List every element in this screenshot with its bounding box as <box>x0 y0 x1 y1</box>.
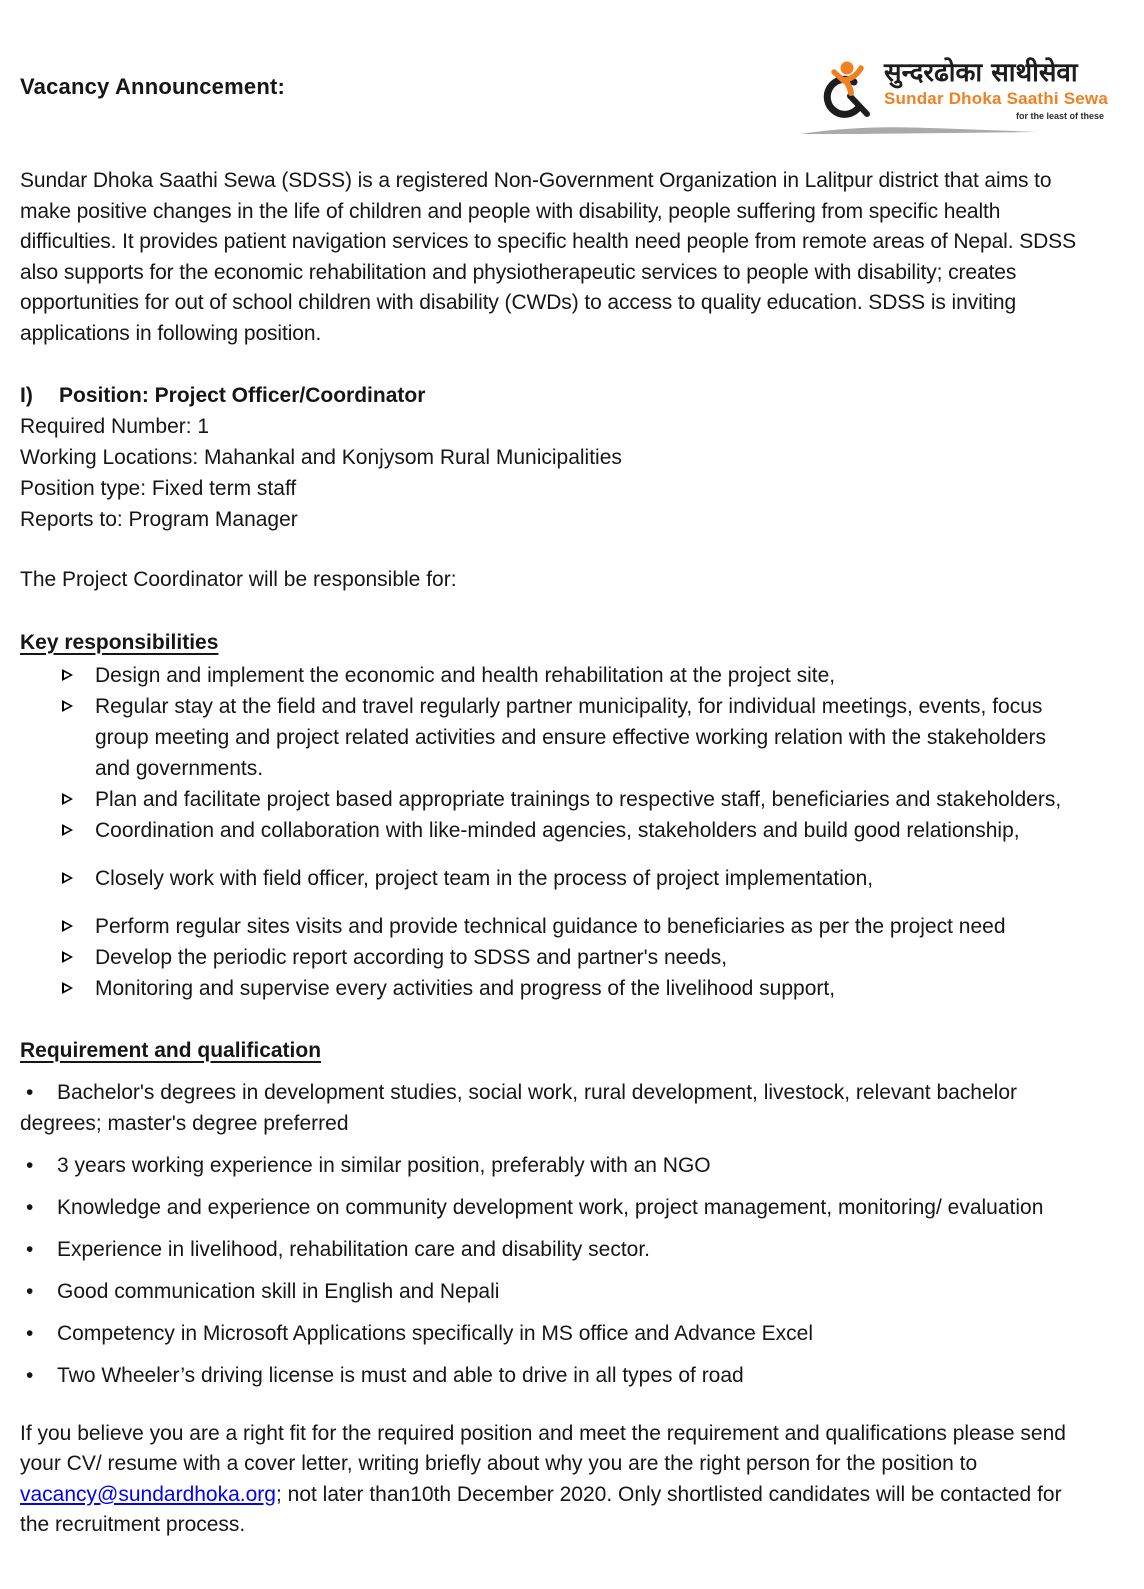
list-item-text: Competency in Microsoft Applications specifically in MS office and Advance Excel <box>57 1321 813 1345</box>
key-responsibilities-list <box>20 660 1082 1004</box>
position-detail-working-locations: Working Locations: Mahankal and Konjysom Rural Municipalities <box>20 446 622 469</box>
list-item-text: 3 years working experience in similar position, preferably with an NGO <box>57 1153 711 1177</box>
arrowhead-bullet-icon <box>62 824 75 837</box>
key-responsibilities-heading: Key responsibilities <box>20 630 219 654</box>
list-item-text: Closely work with field officer, project team in the process of project implementation, <box>95 866 874 890</box>
requirements-list <box>20 1077 1082 1391</box>
list-item-text: Design and implement the economic and health rehabilitation at the project site, <box>95 663 836 687</box>
email-link[interactable]: vacancy@sundardhoka.org <box>20 1482 276 1506</box>
dot-bullet-icon: • <box>26 1279 34 1303</box>
arrowhead-bullet-icon <box>62 920 75 933</box>
list-item <box>20 911 1082 942</box>
org-logo <box>814 58 1108 136</box>
list-item <box>20 1077 1082 1139</box>
list-item-text: Two Wheeler’s driving license is must and able to drive in all types of road <box>57 1363 744 1387</box>
list-item-text: Monitoring and supervise every activities and progress of the livelihood support, <box>95 976 836 1000</box>
arrowhead-bullet-icon <box>62 872 75 885</box>
arrowhead-bullet-icon <box>62 700 75 713</box>
list-item-text: Plan and facilitate project based appropriate trainings to respective staff, beneficiaries and stakeholders, <box>95 787 1062 811</box>
list-item-text: Experience in livelihood, rehabilitation care and disability sector. <box>57 1237 651 1261</box>
org-name-latin: Sundar Dhoka Saathi Sewa <box>884 89 1108 108</box>
list-item-text: Develop the periodic report according to SDSS and partner's needs, <box>95 945 728 969</box>
arrowhead-bullet-icon <box>62 982 75 995</box>
list-item-text: Knowledge and experience on community development work, project management, monitoring/ evaluation <box>57 1195 1044 1219</box>
position-title: Position: Project Officer/Coordinator <box>59 384 426 407</box>
list-item <box>20 1360 1082 1391</box>
list-item-text: Bachelor's degrees in development studies, social work, rural development, livestock, relevant bachelor degrees; master's degree preferred <box>20 1080 1018 1135</box>
list-item <box>20 942 1082 973</box>
position-heading <box>20 381 1082 411</box>
list-item-text: Coordination and collaboration with like-minded agencies, stakeholders and build good relationship, <box>95 818 1020 842</box>
position-detail-position-type: Position type: Fixed term staff <box>20 477 297 500</box>
closing-text-after: ; not later than10th December 2020. Only shortlisted candidates will be contacted for the recruitment process. <box>20 1482 1062 1536</box>
list-item <box>20 1192 1082 1223</box>
dot-bullet-icon: • <box>26 1080 34 1104</box>
arrowhead-bullet-icon <box>62 951 75 964</box>
dot-bullet-icon: • <box>26 1321 34 1345</box>
list-item <box>20 1234 1082 1265</box>
wheelchair-person-icon <box>814 60 876 124</box>
list-item <box>20 815 1082 846</box>
list-item-text: Perform regular sites visits and provide technical guidance to beneficiaries as per the project need <box>95 914 1006 938</box>
arrowhead-bullet-icon <box>62 669 75 682</box>
logo-swoosh-decoration <box>800 124 1040 136</box>
list-item <box>20 691 1082 784</box>
arrowhead-bullet-icon <box>62 793 75 806</box>
requirements-heading: Requirement and qualification <box>20 1038 322 1062</box>
intro-paragraph: Sundar Dhoka Saathi Sewa (SDSS) is a registered Non-Government Organization in Lalitpur district that aims to make positive changes in the life of children and people with disability, people suffering from specific health difficulties. It provides patient navigation services to specific health need people from remote areas of Nepal. SDSS also supports for the economic rehabilitation and physiotherapeutic services to people with disability; creates opportunities for out of school children with disability (CWDs) to access to quality education. SDSS is inviting applications in following position. <box>20 169 1076 345</box>
dot-bullet-icon: • <box>26 1363 34 1387</box>
list-item <box>20 1150 1082 1181</box>
position-detail-reports-to: Reports to: Program Manager <box>20 508 298 531</box>
document-header <box>20 58 1108 136</box>
closing-text-before: If you believe you are a right fit for the required position and meet the requirement and qualifications please send your CV/ resume with a cover letter, writing briefly about why you are the right person for the position to <box>20 1421 1066 1475</box>
list-item <box>20 660 1082 691</box>
dot-bullet-icon: • <box>26 1195 34 1219</box>
org-name-devanagari: सुन्दरढोका साथीसेवा <box>884 58 1078 88</box>
dot-bullet-icon: • <box>26 1237 34 1261</box>
list-item <box>20 973 1082 1004</box>
list-item <box>20 863 1082 894</box>
list-item <box>20 1318 1082 1349</box>
dot-bullet-icon: • <box>26 1153 34 1177</box>
list-item-text: Regular stay at the field and travel regularly partner municipality, for individual meetings, events, focus group meeting and project related activities and ensure effective working relation with the stakeholders and governments. <box>95 694 1046 780</box>
list-item <box>20 1276 1082 1307</box>
list-item-text: Good communication skill in English and Nepali <box>57 1279 500 1303</box>
org-tagline: for the least of these <box>1015 111 1104 121</box>
position-detail-required-number: Required Number: 1 <box>20 415 210 438</box>
org-logo-text <box>884 58 1108 121</box>
position-numeral: I) <box>20 384 33 407</box>
closing-paragraph <box>20 1419 1082 1541</box>
list-item <box>20 784 1082 815</box>
page-title: Vacancy Announcement: <box>20 74 286 99</box>
responsible-intro: The Project Coordinator will be responsible for: <box>20 568 457 591</box>
